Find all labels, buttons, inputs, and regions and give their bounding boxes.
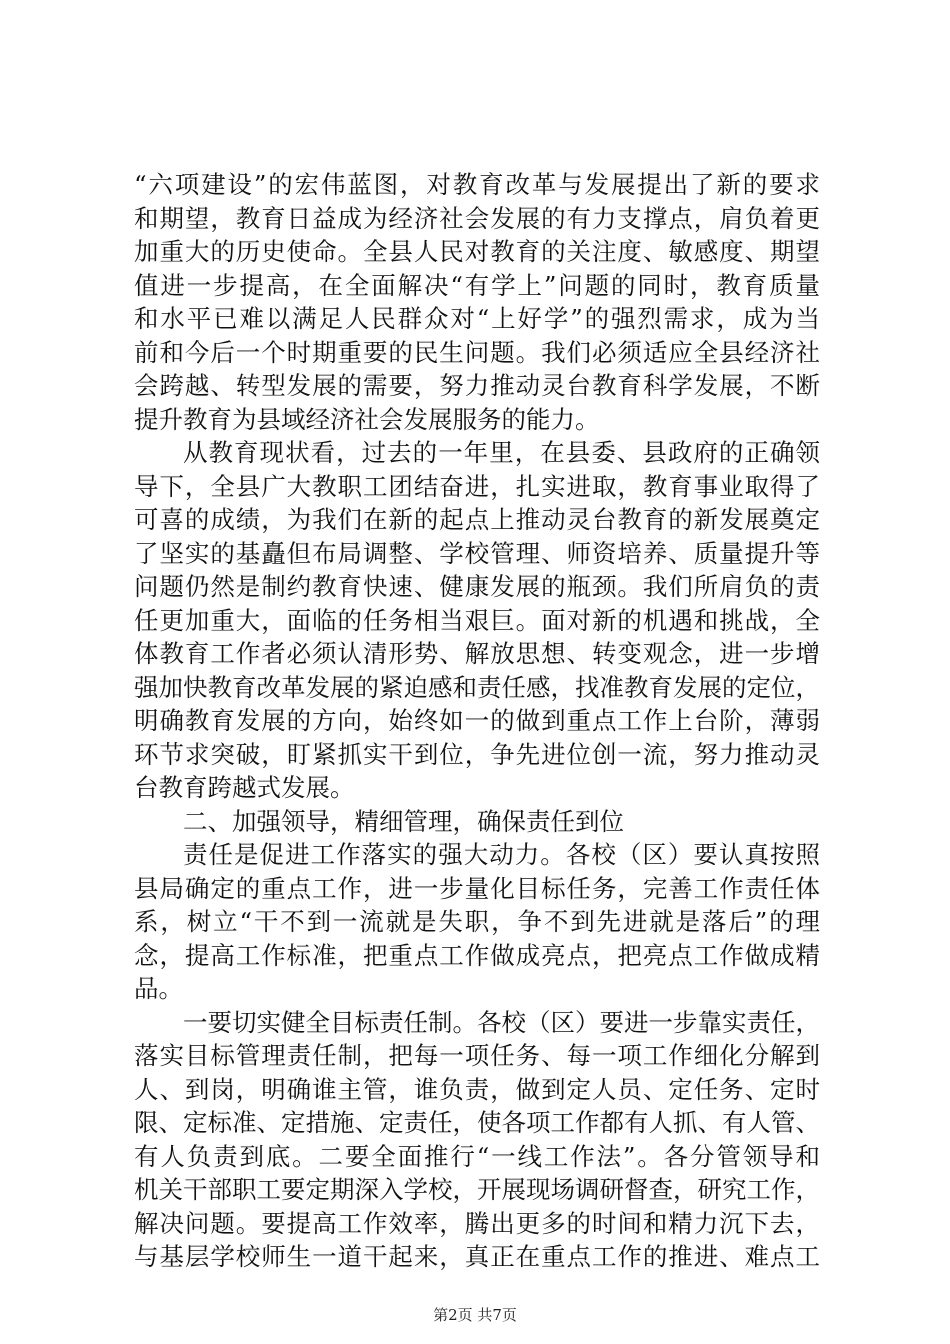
text-line: 有人负责到底。二要全面推行“一线工作法”。各分管领导和 xyxy=(134,1141,820,1171)
text-line: 任更加重大，面临的任务相当艰巨。面对新的机遇和挑战，全 xyxy=(134,605,820,635)
text-line: 系，树立“干不到一流就是失职，争不到先进就是落后”的理 xyxy=(134,907,820,936)
text-line: 一要切实健全目标责任制。各校（区）要进一步靠实责任， xyxy=(183,1007,820,1037)
paragraph-2 xyxy=(134,436,820,805)
text-line: “六项建设”的宏伟蓝图，对教育改革与发展提出了新的要求 xyxy=(134,170,820,199)
section-heading xyxy=(134,805,820,839)
text-line: 可喜的成绩，为我们在新的起点上推动灵台教育的新发展奠定 xyxy=(134,505,820,534)
text-line: 了坚实的基矗但布局调整、学校管理、师资培养、质量提升等 xyxy=(134,538,820,568)
text-line: 和期望，教育日益成为经济社会发展的有力支撑点，肩负着更 xyxy=(134,203,820,233)
text-line: 与基层学校师生一道干起来，真正在重点工作的推进、难点工 xyxy=(134,1242,820,1271)
text-line: 提升教育为县域经济社会发展服务的能力。 xyxy=(134,404,600,434)
body-text xyxy=(134,168,820,1274)
text-line: 强加快教育改革发展的紧迫感和责任感，找准教育发展的定位， xyxy=(134,672,820,702)
page-number: 第2页 共7页 xyxy=(433,1306,517,1324)
text-line: 会跨越、转型发展的需要，努力推动灵台教育科学发展，不断 xyxy=(134,371,820,400)
text-line: 机关干部职工要定期深入学校，开展现场调研督查，研究工作， xyxy=(134,1175,820,1204)
text-line: 品。 xyxy=(134,974,183,1003)
text-line: 责任是促进工作落实的强大动力。各校（区）要认真按照 xyxy=(183,840,820,869)
text-line: 人、到岗，明确谁主管，谁负责，做到定人员、定任务、定时 xyxy=(134,1074,820,1104)
text-line: 加重大的历史使命。全县人民对教育的关注度、敏感度、期望 xyxy=(134,237,820,266)
paragraph-3 xyxy=(134,838,820,1006)
paragraph-4 xyxy=(134,1006,820,1274)
text-line: 导下，全县广大教职工团结奋进，扎实进取，教育事业取得了 xyxy=(134,471,820,501)
text-line: 限、定标准、定措施、定责任，使各项工作都有人抓、有人管、 xyxy=(134,1108,820,1137)
text-line: 体教育工作者必须认清形势、解放思想、转变观念，进一步增 xyxy=(134,639,820,668)
text-line: 从教育现状看，过去的一年里，在县委、县政府的正确领 xyxy=(183,438,820,467)
section-heading-text: 二、加强领导，精细管理，确保责任到位 xyxy=(183,806,624,836)
text-line: 县局确定的重点工作，进一步量化目标任务，完善工作责任体 xyxy=(134,873,820,903)
paragraph-1 xyxy=(134,168,820,436)
text-line: 前和今后一个时期重要的民生问题。我们必须适应全县经济社 xyxy=(134,337,820,367)
page-footer xyxy=(0,1305,950,1325)
text-line: 解决问题。要提高工作效率，腾出更多的时间和精力沉下去， xyxy=(134,1208,820,1238)
text-line: 落实目标管理责任制，把每一项任务、每一项工作细化分解到 xyxy=(134,1041,820,1070)
text-line: 明确教育发展的方向，始终如一的做到重点工作上台阶，薄弱 xyxy=(134,706,820,735)
text-line: 问题仍然是制约教育快速、健康发展的瓶颈。我们所肩负的责 xyxy=(134,572,820,601)
text-line: 念，提高工作标准，把重点工作做成亮点，把亮点工作做成精 xyxy=(134,940,820,970)
text-line: 和水平已难以满足人民群众对“上好学”的强烈需求，成为当 xyxy=(134,304,820,333)
text-line: 值进一步提高，在全面解决“有学上”问题的同时，教育质量 xyxy=(134,270,820,300)
text-line: 环节求突破，盯紧抓实干到位，争先进位创一流，努力推动灵 xyxy=(134,739,820,769)
text-line: 台教育跨越式发展。 xyxy=(134,773,355,802)
